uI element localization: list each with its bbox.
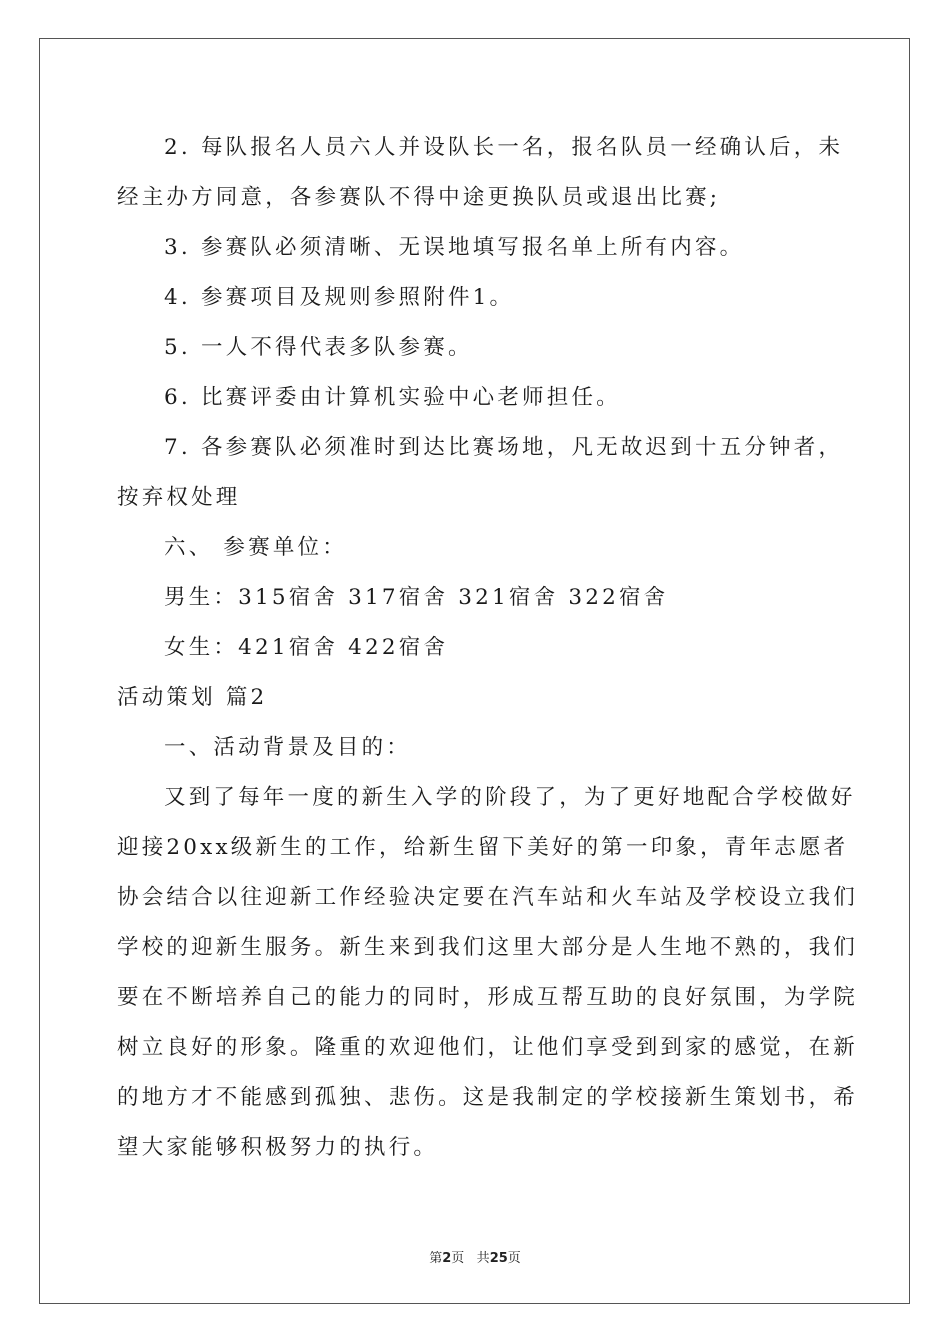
list-item-5: 5. 一人不得代表多队参赛。 <box>164 335 473 360</box>
paragraph-line-2: 迎接20xx级新生的工作，给新生留下美好的第一印象，青年志愿者 <box>117 835 849 860</box>
list-item-3: 3. 参赛队必须清晰、无误地填写报名单上所有内容。 <box>164 235 745 260</box>
paragraph-line-3: 协会结合以往迎新工作经验决定要在汽车站和火车站及学校设立我们 <box>117 885 859 910</box>
paragraph-line-6: 树立良好的形象。隆重的欢迎他们，让他们享受到到家的感觉，在新 <box>117 1035 859 1060</box>
page-current: 2 <box>442 1251 452 1266</box>
page-total: 25 <box>489 1251 508 1266</box>
list-item-2-line-1: 2. 每队报名人员六人并设队长一名，报名队员一经确认后，未 <box>164 135 844 160</box>
paragraph-line-4: 学校的迎新生服务。新生来到我们这里大部分是人生地不熟的，我们 <box>117 935 859 960</box>
list-item-6: 6. 比赛评委由计算机实验中心老师担任。 <box>164 385 621 410</box>
page-prefix: 第 <box>429 1251 443 1266</box>
page-footer <box>0 1247 950 1266</box>
list-item-7-line-2: 按弃权处理 <box>117 485 241 510</box>
list-item-4: 4. 参赛项目及规则参照附件1。 <box>164 285 515 310</box>
article-title: 活动策划 篇2 <box>117 685 268 710</box>
section-heading-participants: 六、 参赛单位： <box>164 535 347 560</box>
total-suffix: 页 <box>507 1251 521 1266</box>
participants-male: 男生：315宿舍 317宿舍 321宿舍 322宿舍 <box>164 585 669 610</box>
paragraph-line-7: 的地方才不能感到孤独、悲伤。这是我制定的学校接新生策划书，希 <box>117 1085 859 1110</box>
paragraph-line-1: 又到了每年一度的新生入学的阶段了，为了更好地配合学校做好 <box>164 785 856 810</box>
section-heading-background: 一、活动背景及目的： <box>164 735 412 760</box>
participants-female: 女生：421宿舍 422宿舍 <box>164 635 449 660</box>
total-prefix: 共 <box>476 1251 490 1266</box>
paragraph-line-5: 要在不断培养自己的能力的同时，形成互帮互助的良好氛围，为学院 <box>117 985 859 1010</box>
paragraph-line-8: 望大家能够积极努力的执行。 <box>117 1135 439 1160</box>
list-item-7-line-1: 7. 各参赛队必须准时到达比赛场地，凡无故迟到十五分钟者， <box>164 435 844 460</box>
page-suffix: 页 <box>451 1251 465 1266</box>
list-item-2-line-2: 经主办方同意，各参赛队不得中途更换队员或退出比赛; <box>117 185 721 210</box>
